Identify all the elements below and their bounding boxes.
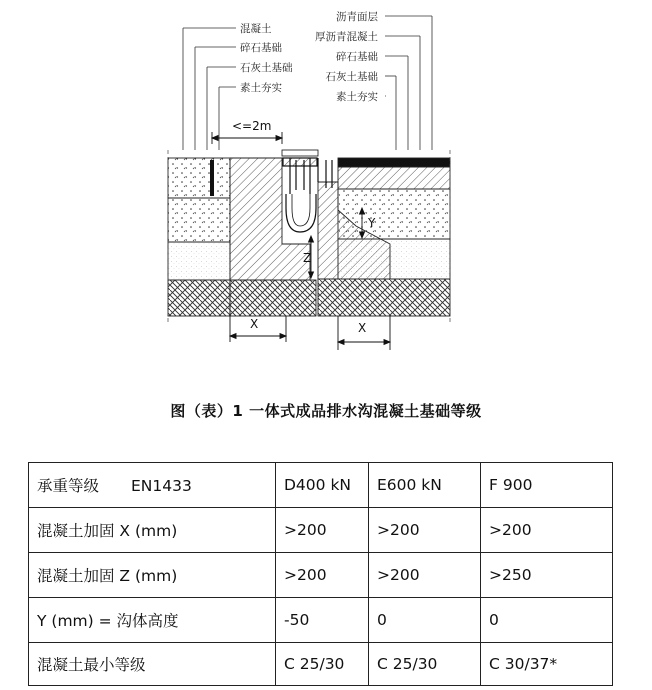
right-label: 石灰土基础 — [325, 71, 378, 83]
z-dimension-label: Z — [303, 251, 312, 265]
left-label: 混凝土 — [240, 23, 272, 35]
right-leader-lines — [385, 16, 432, 150]
table-cell: C 25/30 — [369, 643, 481, 686]
table-row — [29, 643, 613, 686]
row-label: 混凝土加固 Z (mm) — [29, 553, 276, 598]
left-label: 素土夯实 — [240, 82, 282, 94]
table-header-row — [29, 463, 613, 508]
table-row — [29, 508, 613, 553]
table-cell: 0 — [369, 598, 481, 643]
header-label-cell — [29, 463, 276, 508]
figure-caption: 图（表）1 一体式成品排水沟混凝土基础等级 — [170, 402, 482, 420]
x-dimension-right-label: X — [358, 321, 367, 335]
right-label: 素土夯实 — [336, 91, 378, 103]
table-cell: >200 — [369, 508, 481, 553]
left-leader-lines — [183, 28, 236, 150]
right-layer-labels — [315, 10, 378, 103]
header-label: 承重等级 — [37, 477, 100, 495]
left-layer-labels — [240, 22, 293, 94]
table-cell: C 30/37* — [481, 643, 613, 686]
right-label: 碎石基础 — [336, 51, 378, 63]
table-cell: >200 — [369, 553, 481, 598]
table-cell: 0 — [481, 598, 613, 643]
left-label: 石灰土基础 — [240, 62, 293, 74]
header-cell: D400 kN — [276, 463, 369, 508]
table-cell: -50 — [276, 598, 369, 643]
row-label: 混凝土最小等级 — [29, 643, 276, 686]
width-dimension — [212, 132, 282, 144]
concrete-grade-table — [28, 462, 613, 686]
table-cell: >250 — [481, 553, 613, 598]
width-dimension-label: <=2m — [232, 119, 272, 133]
header-cell: E600 kN — [369, 463, 481, 508]
row-label: Y (mm) = 沟体高度 — [29, 598, 276, 643]
table-cell: C 25/30 — [276, 643, 369, 686]
x-dimension-left-label: X — [250, 317, 259, 331]
header-standard: EN1433 — [131, 477, 192, 495]
left-base-soil — [230, 280, 316, 316]
header-cell: F 900 — [481, 463, 613, 508]
table-row — [29, 553, 613, 598]
right-label: 厚沥青混凝土 — [315, 31, 378, 43]
left-label: 碎石基础 — [240, 42, 282, 54]
y-dimension-label: Y — [368, 216, 376, 230]
row-label: 混凝土加固 X (mm) — [29, 508, 276, 553]
left-ground-layers — [168, 158, 230, 316]
table-row — [29, 598, 613, 643]
table-cell: >200 — [481, 508, 613, 553]
table-cell: >200 — [276, 553, 369, 598]
table-cell: >200 — [276, 508, 369, 553]
right-label: 沥青面层 — [336, 11, 378, 23]
